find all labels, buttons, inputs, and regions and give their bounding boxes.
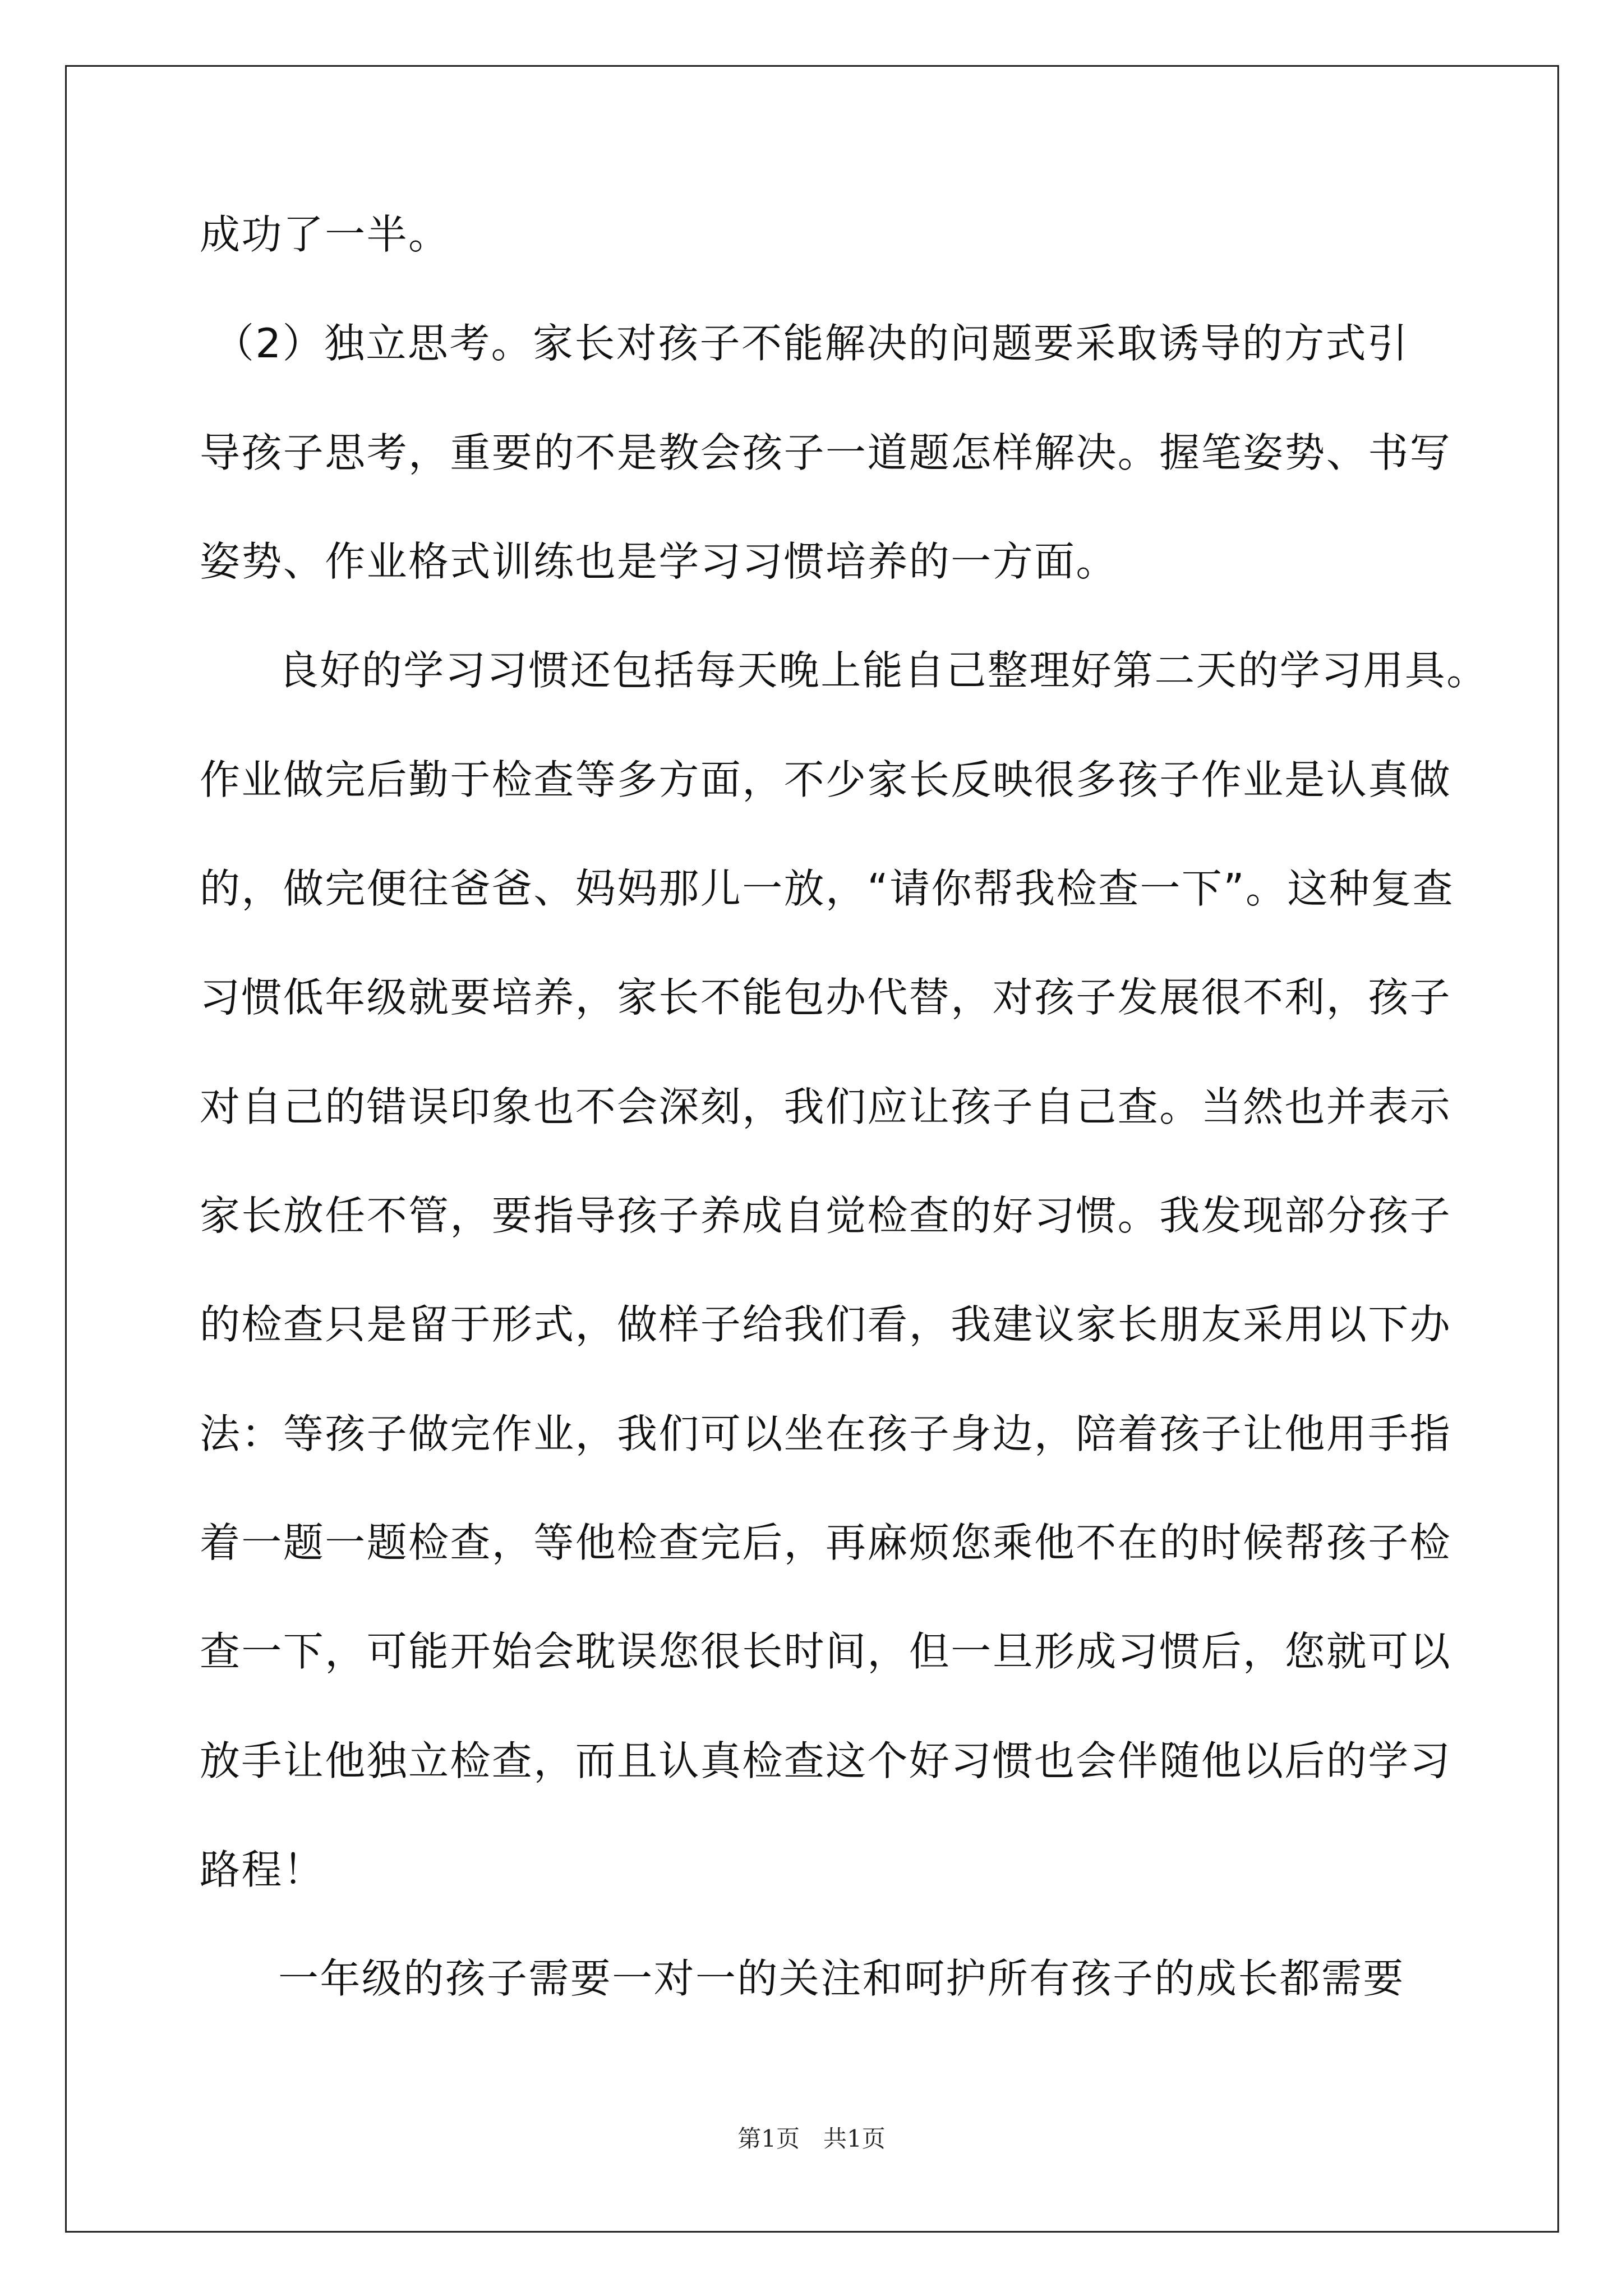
body-text-line: 着一题一题检查，等他检查完后，再麻烦您乘他不在的时候帮孩子检 (200, 1519, 1452, 1566)
body-text-line: （2）独立思考。家长对孩子不能解决的问题要采取诱导的方式引 (214, 320, 1409, 367)
body-text-line: 放手让他独立检查，而且认真检查这个好习惯也会伴随他以后的学习 (200, 1737, 1452, 1784)
body-text-line: 良好的学习习惯还包括每天晚上能自己整理好第二天的学习用具。 (278, 647, 1488, 694)
body-text-line: 成功了一半。 (200, 211, 450, 258)
page-number-footer: 第1页 共1页 (737, 2125, 886, 2152)
body-text-line: 姿势、作业格式训练也是学习习惯培养的一方面。 (200, 538, 1118, 585)
body-text-line: 习惯低年级就要培养，家长不能包办代替，对孩子发展很不利，孩子 (200, 974, 1452, 1021)
body-text-line: 查一下，可能开始会耽误您很长时间，但一旦形成习惯后，您就可以 (200, 1628, 1452, 1675)
body-text-line: 一年级的孩子需要一对一的关注和呵护所有孩子的成长都需要 (278, 1955, 1405, 2002)
body-text-line: 的，做完便往爸爸、妈妈那儿一放，“请你帮我检查一下”。这种复查 (200, 865, 1455, 912)
body-text-line: 家长放任不管，要指导孩子养成自觉检查的好习惯。我发现部分孩子 (200, 1192, 1452, 1239)
page-border (65, 65, 1559, 2233)
body-text-line: 对自己的错误印象也不会深刻，我们应让孩子自己查。当然也并表示 (200, 1083, 1452, 1130)
body-text-line: 路程！ (200, 1846, 325, 1893)
body-text-line: 的检查只是留于形式，做样子给我们看，我建议家长朋友采用以下办 (200, 1301, 1452, 1348)
body-text-line: 作业做完后勤于检查等多方面，不少家长反映很多孩子作业是认真做 (200, 756, 1452, 803)
body-text-line: 导孩子思考，重要的不是教会孩子一道题怎样解决。握笔姿势、书写 (200, 429, 1452, 476)
body-text-line: 法：等孩子做完作业，我们可以坐在孩子身边，陪着孩子让他用手指 (200, 1410, 1452, 1457)
